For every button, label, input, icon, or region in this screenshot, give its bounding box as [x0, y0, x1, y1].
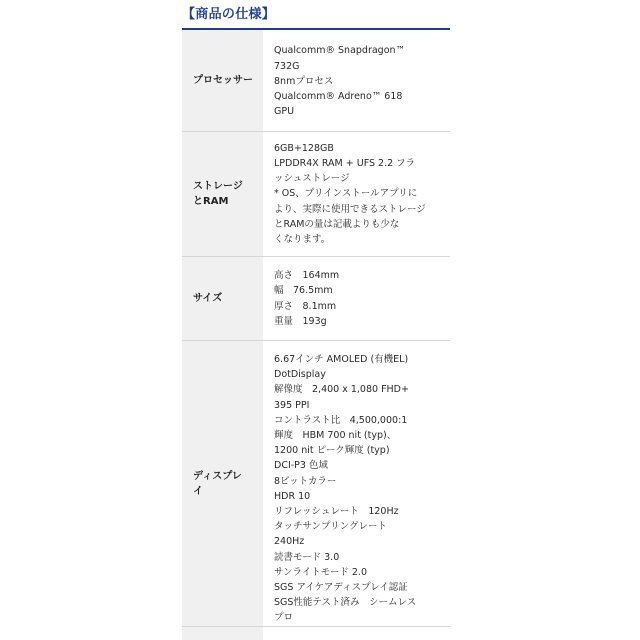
section-title: 【商品の仕様】: [182, 7, 276, 22]
spec-value-line: 8nmプロセス: [274, 75, 334, 87]
spec-value-line: 732G: [274, 60, 300, 72]
spec-value-line: 6.67インチ AMOLED (有機EL): [274, 354, 409, 365]
spec-value-line: より、実際に使用できるストレージ: [274, 203, 426, 215]
spec-label-cell: [182, 132, 263, 257]
spec-value-line: HDR 10: [274, 490, 311, 502]
spec-label-cell: [182, 30, 263, 132]
spec-value-line: DCI-P3 色域: [274, 460, 328, 472]
spec-row-storage: [182, 132, 450, 257]
spec-value-line: 幅 76.5mm: [274, 285, 333, 297]
spec-value-line: SGS性能テスト済み シームレス: [274, 597, 417, 609]
spec-value-cell: [263, 627, 450, 640]
spec-value-line: とRAMの量は記載よりも少な: [274, 218, 400, 230]
spec-value-processor: [263, 41, 450, 119]
spec-value-line: ッシュストレージ: [274, 173, 350, 185]
spec-label-display: ディスプレ イ: [193, 470, 242, 497]
spec-row-processor: [182, 30, 450, 132]
spec-table: [182, 30, 450, 640]
spec-value-line: 6GB+128GB: [274, 142, 334, 154]
spec-value-line: * OS、プリインストールアプリに: [274, 188, 418, 200]
spec-row-next: [182, 627, 450, 640]
spec-value-line: SGS アイケアディスプレイ認証: [274, 582, 408, 594]
spec-value-line: プロ: [274, 612, 294, 624]
spec-row-size: [182, 257, 450, 341]
spec-value-line: GPU: [274, 106, 295, 118]
spec-value-line: 輝度 HBM 700 nit (typ)、: [274, 430, 397, 442]
spec-label-cell: [182, 341, 263, 627]
spec-value-cell: [263, 257, 450, 341]
spec-row-display: [182, 341, 450, 627]
spec-value-line: タッチサンプリングレート: [274, 521, 387, 533]
spec-value-line: 解像度 2,400 x 1,080 FHD+: [274, 384, 409, 396]
spec-value-display: [263, 341, 450, 626]
spec-value-line: 厚さ 8.1mm: [274, 300, 337, 312]
spec-value-line: 8ビットカラー: [274, 475, 337, 487]
spec-value-line: 395 PPI: [274, 399, 310, 411]
spec-value-line: 重量 193g: [274, 315, 327, 327]
spec-value-line: Qualcomm® Snapdragon™: [274, 45, 406, 57]
spec-value-line: 240Hz: [274, 536, 305, 548]
spec-label-cell: [182, 627, 263, 640]
spec-value-cell: [263, 341, 450, 627]
spec-value-line: Qualcomm® Adreno™ 618: [274, 91, 403, 103]
spec-value-line: 1200 nit ピーク輝度 (typ): [274, 445, 390, 457]
spec-value-line: 高さ 164mm: [274, 270, 340, 282]
spec-value-line: LPDDR4X RAM + UFS 2.2 フラ: [274, 157, 416, 169]
spec-value-line: コントラスト比 4,500,000:1: [274, 414, 408, 426]
spec-label-storage: ストレージ とRAM: [193, 181, 243, 207]
spec-value-line: 読書モード 3.0: [274, 551, 340, 563]
spec-value-line: リフレッシュレート 120Hz: [274, 506, 399, 518]
spec-value-size: [263, 268, 450, 329]
spec-value-line: DotDisplay: [274, 369, 326, 381]
spec-label-cell: [182, 257, 263, 341]
spec-value-line: くなります。: [274, 234, 331, 245]
spec-label-processor: プロセッサー: [193, 75, 253, 86]
spec-value-cell: [263, 30, 450, 132]
spec-label-size: サイズ: [193, 293, 223, 304]
spec-value-cell: [263, 132, 450, 257]
spec-value-storage: [263, 141, 450, 247]
spec-value-line: サンライトモード 2.0: [274, 566, 367, 578]
